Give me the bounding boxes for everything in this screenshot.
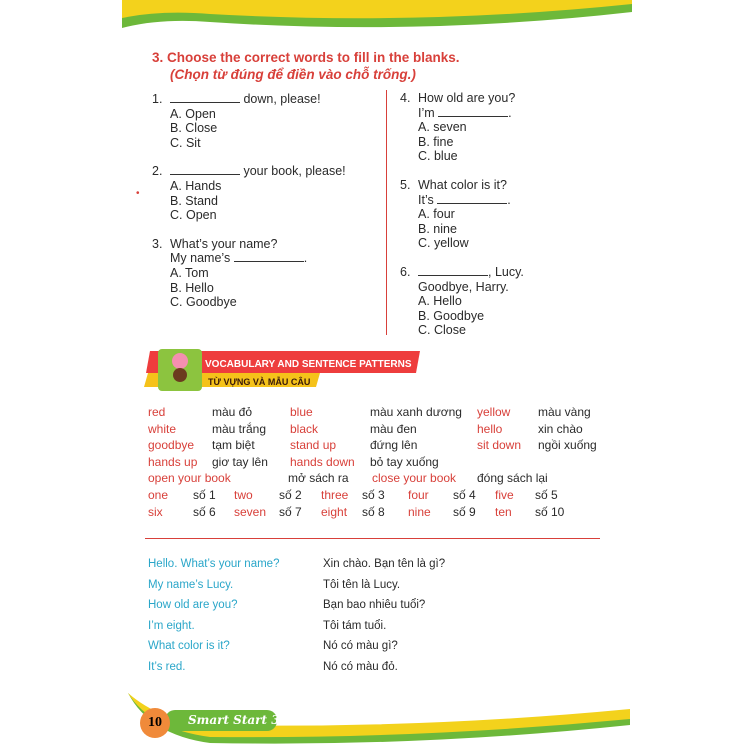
vocab-word: hello xyxy=(477,421,503,436)
answer-prefix: My name’s xyxy=(170,251,234,266)
questions-right xyxy=(400,91,524,352)
question-text: What’s your name? xyxy=(170,236,278,251)
number-meaning: số 5 xyxy=(535,488,558,502)
question-line xyxy=(152,92,346,107)
option[interactable]: B. Stand xyxy=(170,193,218,208)
sentence-english: What color is it? xyxy=(148,640,230,653)
vocab-word: red xyxy=(148,405,166,419)
sentence-vietnamese: Xin chào. Bạn tên là gì? xyxy=(323,558,446,570)
vocab-word: stand up xyxy=(290,438,337,452)
answer-line xyxy=(400,193,524,208)
vocab-meaning: màu vàng xyxy=(538,405,591,419)
sentence-english: It’s red. xyxy=(148,661,186,673)
question xyxy=(152,237,346,310)
bullet-dot: • xyxy=(136,188,140,199)
number-meaning: số 4 xyxy=(453,488,476,502)
answer-blank[interactable] xyxy=(438,106,508,117)
vocab-heading: VOCABULARY AND SENTENCE PATTERNS xyxy=(205,359,412,370)
question xyxy=(400,265,524,338)
vocab-word: close your book xyxy=(372,471,457,485)
answer-blank[interactable] xyxy=(170,164,240,175)
answer-blank[interactable] xyxy=(170,92,240,103)
sentence-vietnamese: Tôi tám tuổi. xyxy=(323,619,387,632)
answer-line xyxy=(400,106,524,121)
question-text: down, please! xyxy=(240,92,321,106)
sentence-english: How old are you? xyxy=(148,599,238,612)
option[interactable]: C. Close xyxy=(418,323,466,338)
option[interactable]: B. Close xyxy=(170,121,218,136)
number-word: eight xyxy=(321,504,348,519)
question-line xyxy=(152,237,346,252)
exercise-title: 3. Choose the correct words to fill in the blanks. xyxy=(152,50,460,65)
answer-line xyxy=(152,251,346,266)
number-meaning: số 6 xyxy=(193,504,216,519)
question-number: 2. xyxy=(152,164,163,179)
page-number: 10 xyxy=(148,715,162,730)
sentence-vietnamese: Tôi tên là Lucy. xyxy=(323,578,401,591)
vocab-word: black xyxy=(290,421,319,436)
number-meaning: số 7 xyxy=(279,504,302,519)
option[interactable]: C. Sit xyxy=(170,135,201,150)
vocab-word: hands up xyxy=(148,454,198,469)
vocab-word: blue xyxy=(290,405,313,419)
answer-suffix: . xyxy=(507,192,511,207)
sentence-english: My name’s Lucy. xyxy=(148,578,234,591)
number-word: four xyxy=(408,488,429,502)
header-wave xyxy=(0,0,750,40)
option[interactable]: C. Open xyxy=(170,208,217,223)
vocab-meaning: màu xanh dương xyxy=(370,405,462,419)
vocab-word: hands down xyxy=(290,454,355,469)
vocab-word: sit down xyxy=(477,438,522,452)
question-line xyxy=(400,265,524,280)
vocab-meaning: giơ tay lên xyxy=(212,454,268,469)
number-word: two xyxy=(234,488,253,502)
option[interactable]: A. Open xyxy=(170,106,216,121)
question xyxy=(400,178,524,251)
number-meaning: số 2 xyxy=(279,488,302,502)
exercise-subtitle: (Chọn từ đúng để điền vào chỗ trống.) xyxy=(170,67,416,82)
vocab-meaning: mở sách ra xyxy=(288,471,349,485)
questions-left xyxy=(152,92,346,324)
question-number: 4. xyxy=(400,91,411,105)
question-text: What color is it? xyxy=(418,177,507,192)
number-meaning: số 8 xyxy=(362,504,385,519)
number-meaning: số 9 xyxy=(453,504,476,519)
question-line xyxy=(400,91,524,106)
option[interactable]: A. four xyxy=(418,207,455,222)
question-line xyxy=(400,178,524,193)
number-word: one xyxy=(148,488,169,502)
option[interactable]: B. nine xyxy=(418,221,457,236)
question-line xyxy=(152,164,346,179)
question-number: 5. xyxy=(400,177,411,192)
option[interactable]: B. Hello xyxy=(170,280,214,295)
answer-prefix: It’s xyxy=(418,192,438,207)
answer-suffix: . xyxy=(303,251,308,266)
vocab-subheading: TỪ VỰNG VÀ MẪU CÂU xyxy=(208,377,311,387)
number-word: three xyxy=(321,488,349,502)
number-word: five xyxy=(495,488,514,502)
book-title: Smart Start 3 xyxy=(188,713,280,727)
vocab-meaning: màu trắng xyxy=(212,421,267,436)
option[interactable]: A. Hands xyxy=(170,178,222,193)
option[interactable]: B. fine xyxy=(418,134,454,149)
question-text: your book, please! xyxy=(240,164,346,179)
option[interactable]: A. seven xyxy=(418,120,467,135)
answer-suffix: . xyxy=(508,105,512,120)
vocab-meaning: ngồi xuống xyxy=(538,438,597,452)
vocab-word: white xyxy=(148,421,177,436)
vocab-meaning: bỏ tay xuống xyxy=(370,454,439,469)
number-meaning: số 3 xyxy=(362,488,385,502)
option[interactable]: C. blue xyxy=(418,149,458,164)
sentence-vietnamese: Nó có màu gì? xyxy=(323,640,398,653)
question-text: , Lucy. xyxy=(488,264,524,279)
vocab-word: goodbye xyxy=(148,438,195,452)
number-meaning: số 1 xyxy=(193,488,216,502)
vocab-meaning: đóng sách lại xyxy=(477,471,548,485)
answer-blank[interactable] xyxy=(437,193,507,204)
vocab-meaning: màu đỏ xyxy=(212,405,253,419)
number-meaning: số 10 xyxy=(535,504,565,519)
question-number: 6. xyxy=(400,264,411,279)
question-number: 3. xyxy=(152,236,163,251)
option[interactable]: B. Goodbye xyxy=(418,308,485,323)
sentence-english: Hello. What’s your name? xyxy=(148,558,280,570)
vocab-word: yellow xyxy=(477,405,511,419)
sentence-vietnamese: Nó có màu đỏ. xyxy=(323,661,398,673)
vocab-meaning: xin chào xyxy=(538,421,583,436)
option[interactable]: A. Tom xyxy=(170,265,209,280)
answer-blank[interactable] xyxy=(234,251,304,262)
column-divider xyxy=(386,90,387,335)
section-divider xyxy=(145,538,600,539)
question-number: 1. xyxy=(152,92,163,106)
sentence-english: I’m eight. xyxy=(148,619,195,632)
option[interactable]: C. yellow xyxy=(418,236,469,251)
sentence-vietnamese: Bạn bao nhiêu tuổi? xyxy=(323,599,426,612)
answer-blank[interactable] xyxy=(418,265,488,276)
option[interactable]: C. Goodbye xyxy=(170,295,237,310)
number-word: nine xyxy=(408,504,431,519)
number-word: six xyxy=(148,504,163,519)
question-text: How old are you? xyxy=(418,91,516,105)
question xyxy=(400,91,524,164)
vocab-word: open your book xyxy=(148,471,231,485)
question xyxy=(152,92,346,150)
vocab-meaning: tạm biệt xyxy=(212,438,255,452)
option[interactable]: A. Hello xyxy=(418,294,462,309)
question xyxy=(152,164,346,222)
answer-prefix: I’m xyxy=(418,105,439,120)
vocab-meaning: đứng lên xyxy=(370,438,418,452)
number-word: ten xyxy=(495,504,512,519)
number-word: seven xyxy=(234,504,267,519)
vocab-meaning: màu đen xyxy=(370,421,417,436)
question-text: Goodbye, Harry. xyxy=(418,279,509,294)
